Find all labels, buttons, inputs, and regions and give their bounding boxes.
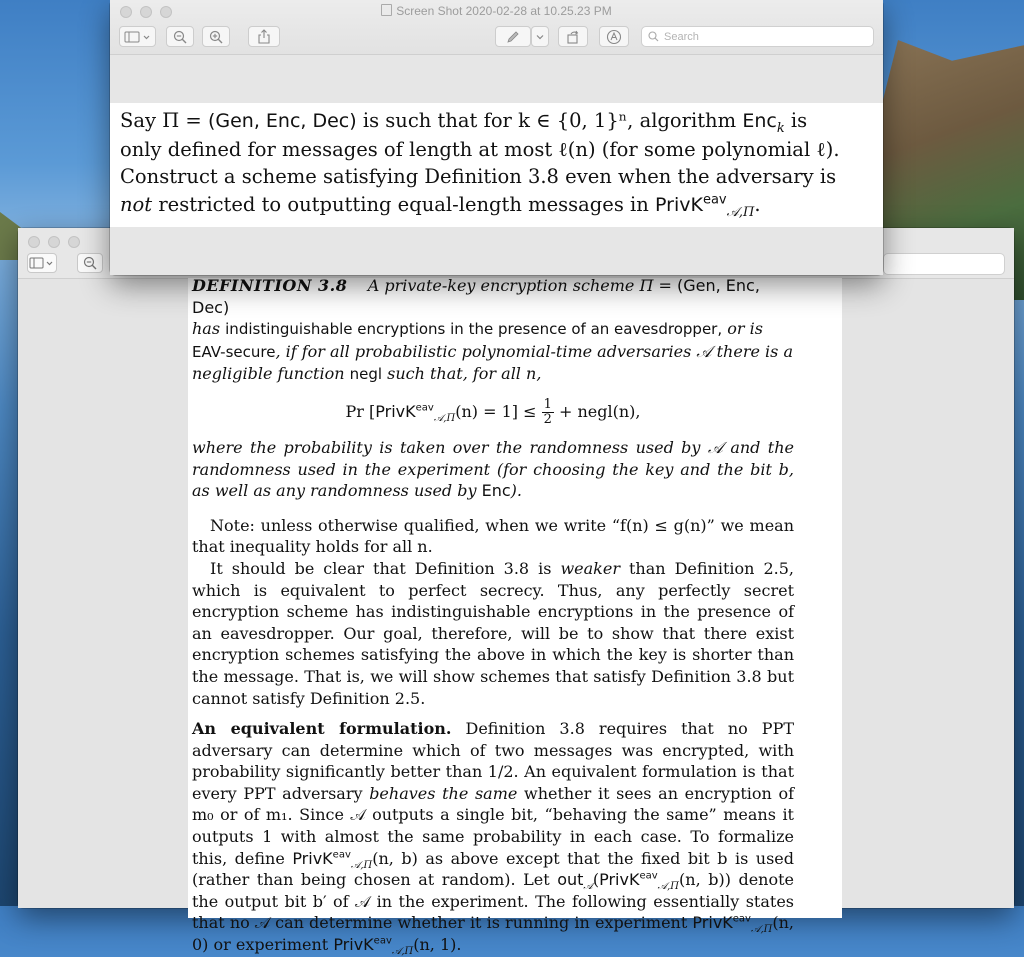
note-paragraph: Note: unless otherwise qualified, when we write “f(n) ≤ g(n)” we mean that inequality holds for all n.	[192, 515, 794, 557]
markup-menu-button[interactable]	[531, 26, 549, 47]
window-title: Screen Shot 2020-02-28 at 10.25.23 PM	[110, 4, 883, 18]
equivalent-formulation-paragraph: An equivalent formulation. Definition 3.8 requires that no PPT adversary can determine which of two messages was encrypted, with probability significantly better than 1/2. An equivalent formulation is that every PPT adversary behaves the same whether it sees an encryption of m₀ or of m₁. Since 𝒜 outputs a single bit, “behaving the same” means it outputs 1 with almost the same probability in each case. To formalize this, define PrivK$^{eav}_{𝒜,\Pi}$(n, b) as above except that the fixed bit b is used (rather than being chosen at random). Let out$_𝒜$(PrivK$^{eav}_{𝒜,\Pi}$(n, b)) denote the output bit b′ of 𝒜 in the experiment. The following essentially states that no 𝒜 can determine whether it is running in experiment PrivK$^{eav}_{𝒜,\Pi}$(n, 0) or experiment PrivK$^{eav}_{𝒜,\Pi}$(n, 1).	[192, 719, 795, 957]
pen-icon	[505, 30, 521, 44]
one-half-fraction: $\frac{1}{2}$	[543, 396, 552, 427]
sidebar-icon	[29, 257, 55, 269]
search-input[interactable]	[641, 26, 874, 47]
zoom-in-icon	[209, 30, 223, 44]
chevron-down-icon	[535, 33, 545, 41]
zoom-out-button[interactable]	[166, 26, 194, 47]
back-window-content	[18, 276, 1014, 957]
zoom-button[interactable]	[68, 236, 80, 248]
security-equation: Pr [PrivK$^{eav}_{𝒜,\Pi}$(n) = 1] ≤ $\frac{1}{2}$ + negl(n),	[345, 396, 641, 427]
minimize-button[interactable]	[48, 236, 60, 248]
share-button[interactable]	[248, 26, 280, 47]
share-icon	[257, 29, 271, 44]
definition-heading: DEFINITION 3.8	[192, 276, 348, 295]
image-canvas-top	[110, 55, 883, 103]
back-window-traffic-lights	[28, 236, 80, 248]
search-placeholder: Search	[664, 30, 699, 43]
image-canvas-bottom	[110, 227, 883, 275]
back-preview-window	[18, 228, 1014, 957]
screenshot-image	[110, 103, 883, 227]
zoom-out-icon	[83, 256, 97, 270]
annotate-button[interactable]	[599, 26, 629, 47]
equivalent-formulation-heading: An equivalent formulation.	[192, 719, 452, 739]
front-window-titlebar	[110, 0, 883, 55]
markup-pen-button[interactable]	[495, 26, 531, 47]
rotate-icon	[565, 30, 581, 44]
front-preview-window	[110, 0, 883, 275]
definition-3-8: DEFINITION 3.8 A private-key encryption scheme Π = (Gen, Enc, Dec) has indistinguishable encryptions in the presence of an eavesdropper, or is EAV-secure, if for all probabilistic polynomial-time adversaries 𝒜 there is a negligible function negl such that, for all n,	[192, 276, 793, 384]
weaker-paragraph: It should be clear that Definition 3.8 is weaker than Definition 2.5, which is equivalent to perfect secrecy. Thus, any perfectly secret encryption scheme has indistinguishable encryptions in the presence of an eavesdropper. Our goal, therefore, will be to show that there exist encryption schemes satisfying the above in which the key is shorter than the message. That is, we will show schemes that satisfy Definition 3.8 but cannot satisfy Definition 2.5.	[192, 558, 795, 708]
textbook-page	[188, 276, 842, 957]
zoom-in-button[interactable]	[202, 26, 230, 47]
search-icon	[648, 31, 659, 42]
back-search-input[interactable]	[883, 253, 1005, 275]
sidebar-toggle-button[interactable]	[27, 253, 57, 273]
rotate-button[interactable]	[558, 26, 588, 47]
close-button[interactable]	[28, 236, 40, 248]
exercise-text: Say Π = (Gen, Enc, Dec) is such that for k ∈ {0, 1}ⁿ, algorithm Enc$_k$ is only defined for messages of length at most ℓ(n) (for some polynomial ℓ). Construct a scheme satisfying Definition 3.8 even when the adversary is not restricted to outputting equal-length messages in PrivK$^{eav}_{𝒜,\Pi}$.	[120, 109, 840, 220]
definition-where-clause: where the probability is taken over the randomness used by 𝒜 and the randomness used in the experiment (for choosing the key and the bit b, as well as any randomness used by Enc).	[192, 437, 794, 501]
markup-icon	[606, 29, 622, 45]
zoom-out-icon	[173, 30, 187, 44]
document-icon	[381, 4, 392, 16]
sidebar-icon	[123, 31, 153, 43]
zoom-out-button[interactable]	[77, 253, 103, 273]
view-menu-button[interactable]	[119, 26, 156, 47]
